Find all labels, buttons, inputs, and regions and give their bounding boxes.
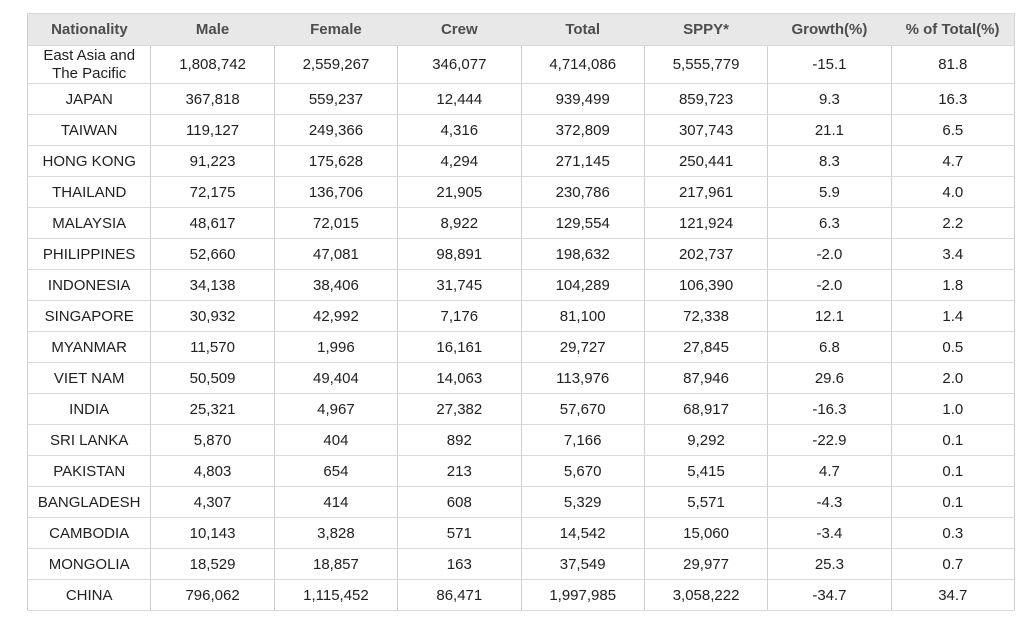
table-cell: -15.1 (768, 46, 891, 84)
table-row (28, 115, 1015, 146)
table-cell: 414 (274, 487, 397, 518)
table-cell: 72,175 (151, 177, 274, 208)
table-cell: 10,143 (151, 518, 274, 549)
table-cell: 37,549 (521, 549, 644, 580)
table-row (28, 301, 1015, 332)
table-cell: 0.3 (891, 518, 1014, 549)
nationality-stats-table (27, 13, 1015, 611)
table-row (28, 270, 1015, 301)
table-cell: 38,406 (274, 270, 397, 301)
table-cell: 217,961 (644, 177, 767, 208)
table-cell: 48,617 (151, 208, 274, 239)
table-cell: 0.1 (891, 456, 1014, 487)
table-cell: 1,996 (274, 332, 397, 363)
table-row (28, 239, 1015, 270)
table-cell: 2,559,267 (274, 46, 397, 84)
table-cell: 2.2 (891, 208, 1014, 239)
table-cell: 21.1 (768, 115, 891, 146)
table-cell: 1,997,985 (521, 580, 644, 611)
table-cell: 27,845 (644, 332, 767, 363)
table-cell: 25.3 (768, 549, 891, 580)
table-cell: 16,161 (398, 332, 521, 363)
table-cell: 98,891 (398, 239, 521, 270)
table-row (28, 46, 1015, 84)
table-cell: 9,292 (644, 425, 767, 456)
table-body (28, 46, 1015, 611)
table-cell: 34,138 (151, 270, 274, 301)
table-cell: 559,237 (274, 84, 397, 115)
table-cell: 213 (398, 456, 521, 487)
table-cell: 6.8 (768, 332, 891, 363)
nationality-cell: CAMBODIA (28, 518, 151, 549)
table-cell: 4,714,086 (521, 46, 644, 84)
table-cell: 29,727 (521, 332, 644, 363)
table-row (28, 363, 1015, 394)
table-cell: 5,571 (644, 487, 767, 518)
table-cell: 81.8 (891, 46, 1014, 84)
column-header-total: Total (521, 14, 644, 46)
column-header-crew: Crew (398, 14, 521, 46)
table-cell: 5,415 (644, 456, 767, 487)
table-cell: 892 (398, 425, 521, 456)
table-cell: 6.3 (768, 208, 891, 239)
table-cell: 91,223 (151, 146, 274, 177)
table-cell: 4,294 (398, 146, 521, 177)
table-cell: 4.7 (891, 146, 1014, 177)
table-cell: 1.8 (891, 270, 1014, 301)
nationality-cell: JAPAN (28, 84, 151, 115)
table-cell: -4.3 (768, 487, 891, 518)
table-cell: 1,115,452 (274, 580, 397, 611)
table-cell: 4.7 (768, 456, 891, 487)
table-row (28, 487, 1015, 518)
table-cell: 367,818 (151, 84, 274, 115)
table-cell: 796,062 (151, 580, 274, 611)
table-cell: 163 (398, 549, 521, 580)
table-row (28, 84, 1015, 115)
table-row (28, 208, 1015, 239)
table-cell: 404 (274, 425, 397, 456)
table-cell: 34.7 (891, 580, 1014, 611)
table-cell: 129,554 (521, 208, 644, 239)
column-header-of-total: % of Total(%) (891, 14, 1014, 46)
table-cell: 249,366 (274, 115, 397, 146)
table-cell: 47,081 (274, 239, 397, 270)
table-cell: 175,628 (274, 146, 397, 177)
nationality-cell: PHILIPPINES (28, 239, 151, 270)
table-cell: -34.7 (768, 580, 891, 611)
table-cell: -22.9 (768, 425, 891, 456)
table-cell: 372,809 (521, 115, 644, 146)
table-cell: 1,808,742 (151, 46, 274, 84)
table-cell: 202,737 (644, 239, 767, 270)
table-row (28, 580, 1015, 611)
table-cell: 15,060 (644, 518, 767, 549)
column-header-sppy: SPPY* (644, 14, 767, 46)
nationality-cell: PAKISTAN (28, 456, 151, 487)
table-cell: 106,390 (644, 270, 767, 301)
table-cell: 81,100 (521, 301, 644, 332)
table-cell: 113,976 (521, 363, 644, 394)
table-cell: 5,670 (521, 456, 644, 487)
table-cell: 57,670 (521, 394, 644, 425)
table-cell: 9.3 (768, 84, 891, 115)
table-row (28, 456, 1015, 487)
nationality-cell: TAIWAN (28, 115, 151, 146)
table-cell: 5,329 (521, 487, 644, 518)
table-cell: -2.0 (768, 270, 891, 301)
table-cell: 4,307 (151, 487, 274, 518)
table-cell: 3,828 (274, 518, 397, 549)
table-cell: 608 (398, 487, 521, 518)
table-cell: -3.4 (768, 518, 891, 549)
nationality-cell: CHINA (28, 580, 151, 611)
column-header-growth: Growth(%) (768, 14, 891, 46)
table-cell: 86,471 (398, 580, 521, 611)
nationality-cell: INDIA (28, 394, 151, 425)
nationality-cell: SINGAPORE (28, 301, 151, 332)
column-header-male: Male (151, 14, 274, 46)
table-cell: 119,127 (151, 115, 274, 146)
table-cell: 12,444 (398, 84, 521, 115)
table-cell: 198,632 (521, 239, 644, 270)
table-cell: 5,870 (151, 425, 274, 456)
table-cell: 27,382 (398, 394, 521, 425)
table-cell: 25,321 (151, 394, 274, 425)
table-cell: 654 (274, 456, 397, 487)
nationality-cell: INDONESIA (28, 270, 151, 301)
table-cell: 14,063 (398, 363, 521, 394)
table-cell: 4,316 (398, 115, 521, 146)
table-cell: 1.0 (891, 394, 1014, 425)
table-cell: 29.6 (768, 363, 891, 394)
table-header (28, 14, 1015, 46)
table-cell: 49,404 (274, 363, 397, 394)
nationality-cell: BANGLADESH (28, 487, 151, 518)
table-cell: 18,529 (151, 549, 274, 580)
table-cell: 16.3 (891, 84, 1014, 115)
table-row (28, 394, 1015, 425)
table-cell: 8.3 (768, 146, 891, 177)
table-cell: 939,499 (521, 84, 644, 115)
header-row (28, 14, 1015, 46)
table-row (28, 549, 1015, 580)
table-cell: 230,786 (521, 177, 644, 208)
column-header-nationality: Nationality (28, 14, 151, 46)
table-cell: 52,660 (151, 239, 274, 270)
table-cell: 2.0 (891, 363, 1014, 394)
table-cell: -16.3 (768, 394, 891, 425)
table-cell: 72,015 (274, 208, 397, 239)
table-cell: 346,077 (398, 46, 521, 84)
table-cell: 250,441 (644, 146, 767, 177)
nationality-cell: MONGOLIA (28, 549, 151, 580)
table-cell: 0.1 (891, 487, 1014, 518)
table-cell: 72,338 (644, 301, 767, 332)
table-cell: 571 (398, 518, 521, 549)
table-cell: 0.7 (891, 549, 1014, 580)
table-row (28, 425, 1015, 456)
nationality-cell: MALAYSIA (28, 208, 151, 239)
table-cell: 3.4 (891, 239, 1014, 270)
table-row (28, 518, 1015, 549)
table-cell: 4,803 (151, 456, 274, 487)
table-cell: 68,917 (644, 394, 767, 425)
table-cell: -2.0 (768, 239, 891, 270)
table-cell: 6.5 (891, 115, 1014, 146)
table-row (28, 332, 1015, 363)
table-cell: 859,723 (644, 84, 767, 115)
table-cell: 87,946 (644, 363, 767, 394)
table-cell: 4.0 (891, 177, 1014, 208)
table-cell: 271,145 (521, 146, 644, 177)
table-cell: 12.1 (768, 301, 891, 332)
table-cell: 4,967 (274, 394, 397, 425)
table-cell: 29,977 (644, 549, 767, 580)
nationality-cell: THAILAND (28, 177, 151, 208)
table-cell: 5.9 (768, 177, 891, 208)
table-cell: 3,058,222 (644, 580, 767, 611)
table-cell: 104,289 (521, 270, 644, 301)
table-cell: 21,905 (398, 177, 521, 208)
table-cell: 14,542 (521, 518, 644, 549)
table-row (28, 177, 1015, 208)
table-cell: 307,743 (644, 115, 767, 146)
table-cell: 31,745 (398, 270, 521, 301)
table-cell: 30,932 (151, 301, 274, 332)
nationality-cell: VIET NAM (28, 363, 151, 394)
table-row (28, 146, 1015, 177)
nationality-cell: MYANMAR (28, 332, 151, 363)
table-cell: 42,992 (274, 301, 397, 332)
nationality-cell: HONG KONG (28, 146, 151, 177)
table-cell: 136,706 (274, 177, 397, 208)
nationality-cell: SRI LANKA (28, 425, 151, 456)
table-cell: 1.4 (891, 301, 1014, 332)
table-cell: 11,570 (151, 332, 274, 363)
table-cell: 0.5 (891, 332, 1014, 363)
column-header-female: Female (274, 14, 397, 46)
table-cell: 50,509 (151, 363, 274, 394)
table-cell: 7,176 (398, 301, 521, 332)
table-cell: 0.1 (891, 425, 1014, 456)
table-cell: 5,555,779 (644, 46, 767, 84)
table-cell: 7,166 (521, 425, 644, 456)
table-cell: 18,857 (274, 549, 397, 580)
table-cell: 121,924 (644, 208, 767, 239)
nationality-cell: East Asia and The Pacific (28, 46, 151, 84)
table-cell: 8,922 (398, 208, 521, 239)
